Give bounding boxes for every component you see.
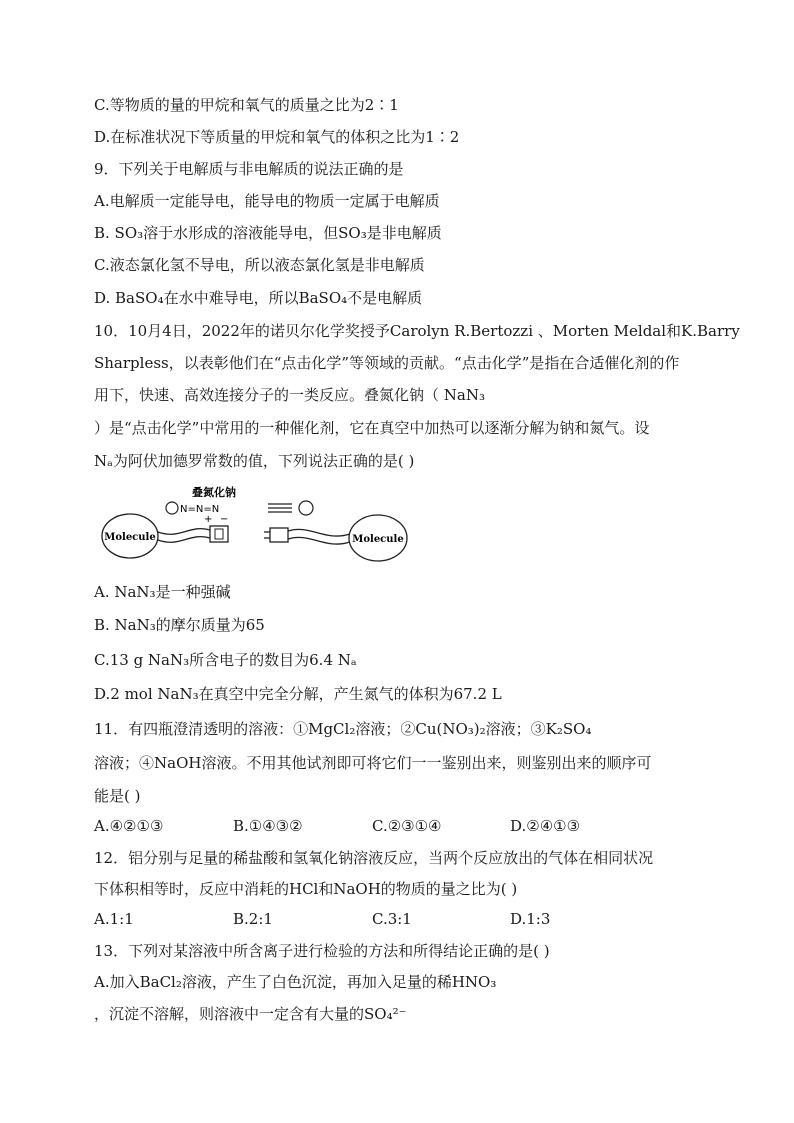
q10-option-c: C.13 g NaN₃所含电子的数目为6.4 Nₐ (94, 651, 357, 669)
q9-option-b: B. SO₃溶于水形成的溶液能导电，但SO₃是非电解质 (94, 224, 442, 242)
socket-right (270, 528, 288, 542)
q9-option-d: D. BaSO₄在水中难导电，所以BaSO₄不是电解质 (94, 289, 423, 307)
q12-option-a: A.1:1 (94, 910, 134, 928)
q10-stem-line-4: ）是“点击化学”中常用的一种催化剂，它在真空中加热可以逐渐分解为钠和氮气。设 (94, 419, 650, 437)
q12-option-b: B.2:1 (233, 910, 273, 928)
q10-stem-line-2: Sharpless，以表彰他们在“点击化学”等领域的贡献。“点击化学”是指在合适催化剂的作 (94, 354, 680, 372)
q10-option-a: A. NaN₃是一种强碱 (94, 583, 231, 601)
molecule-right-label: Molecule (352, 534, 404, 545)
linker-right-top (288, 529, 350, 536)
q11-stem-line-3: 能是( ) (94, 787, 141, 805)
q12-option-c: C.3:1 (372, 910, 412, 928)
alkyne-atom-right (299, 501, 313, 515)
q8-option-d: D.在标准状况下等质量的甲烷和氧气的体积之比为1∶2 (94, 128, 460, 146)
plug-left (210, 526, 228, 542)
q11-option-b: B.①④③② (233, 817, 303, 835)
alkyne-atom-left (166, 502, 178, 514)
azide-label: 叠氮化钠 (192, 486, 236, 499)
q8-option-c: C.等物质的量的甲烷和氧气的质量之比为2∶1 (94, 96, 399, 114)
q12-stem-line-1: 12．铝分别与足量的稀盐酸和氢氧化钠溶液反应，当两个反应放出的气体在相同状况 (94, 849, 654, 867)
q10-stem-line-1: 10．10月4日，2022年的诺贝尔化学奖授予Carolyn R.Bertozzi 、Morten Meldal和K.Barry (94, 322, 740, 340)
q13-option-a-line-1: A.加入BaCl₂溶液，产生了白色沉淀，再加入足量的稀HNO₃ (94, 973, 497, 991)
linker-left-bottom (158, 537, 210, 543)
click-chemistry-diagram (100, 480, 420, 570)
q13-option-a-line-2: ，沉淀不溶解，则溶液中一定含有大量的SO₄²⁻ (94, 1005, 407, 1023)
q10-stem-line-5: Nₐ为阿伏加德罗常数的值，下列说法正确的是( ) (94, 452, 415, 470)
q12-option-d: D.1:3 (510, 910, 551, 928)
q12-stem-line-2: 下体积相等时，反应中消耗的HCl和NaOH的物质的量之比为( ) (94, 880, 518, 898)
q11-stem-line-1: 11．有四瓶澄清透明的溶液：①MgCl₂溶液；②Cu(NO₃)₂溶液；③K₂SO₄ (94, 720, 592, 738)
linker-left-top (158, 529, 210, 535)
molecule-left-label: Molecule (104, 532, 156, 543)
q11-stem-line-2: 溶液；④NaOH溶液。不用其他试剂即可将它们一一鉴别出来，则鉴别出来的顺序可 (94, 754, 652, 772)
q9-stem: 9．下列关于电解质与非电解质的说法正确的是 (94, 160, 404, 178)
charge-minus: − (220, 514, 229, 525)
q10-option-b: B. NaN₃的摩尔质量为65 (94, 616, 265, 634)
q13-stem: 13．下列对某溶液中所含离子进行检验的方法和所得结论正确的是( ) (94, 942, 550, 960)
click-chemistry-figure (100, 480, 420, 570)
q11-option-d: D.②④①③ (510, 817, 581, 835)
q9-option-c: C.液态氯化氢不导电，所以液态氯化氢是非电解质 (94, 256, 425, 274)
azide-formula: N=N=N (180, 504, 220, 515)
q10-option-d: D.2 mol NaN₃在真空中完全分解，产生氮气的体积为67.2 L (94, 685, 502, 703)
q11-option-c: C.②③①④ (372, 817, 442, 835)
q11-option-a: A.④②①③ (94, 817, 164, 835)
q9-option-a: A.电解质一定能导电，能导电的物质一定属于电解质 (94, 192, 440, 210)
linker-right-bottom (288, 537, 350, 544)
q10-stem-line-3: 用下，快速、高效连接分子的一类反应。叠氮化钠（ NaN₃ (94, 386, 485, 404)
charge-plus: + (204, 514, 213, 525)
